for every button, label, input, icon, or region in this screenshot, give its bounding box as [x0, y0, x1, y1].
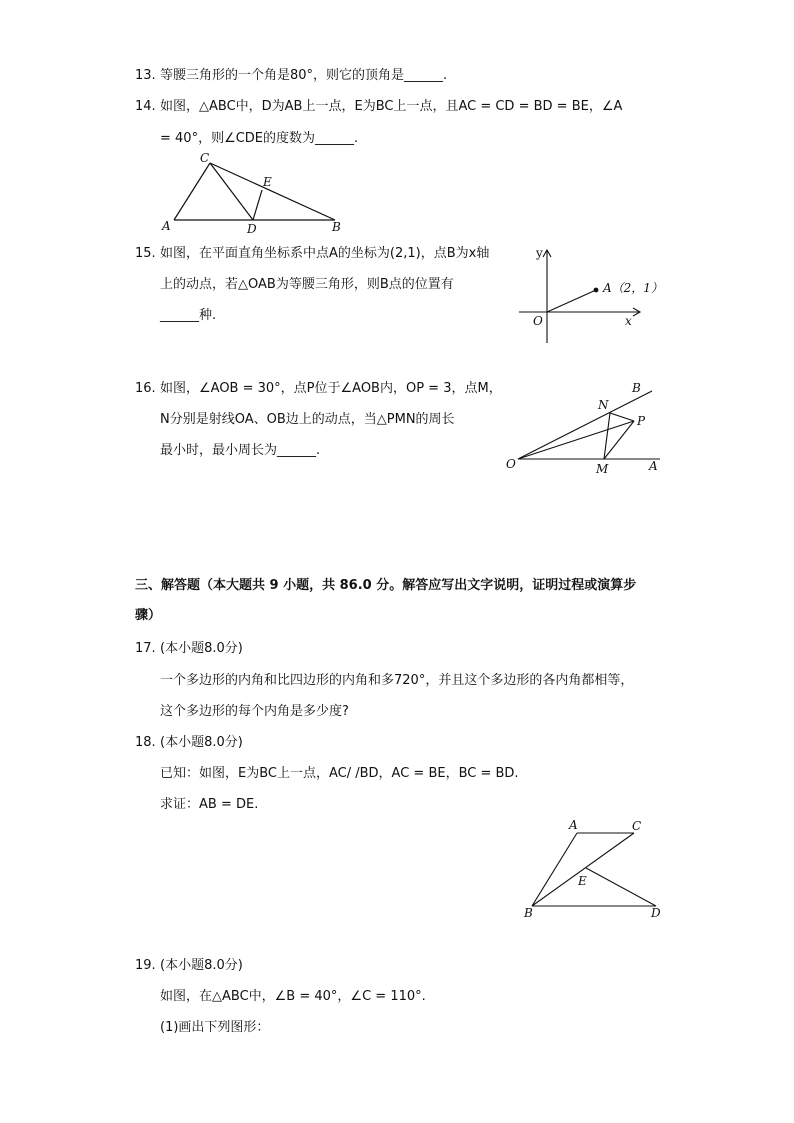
question-15-line2: 上的动点，若△OAB为等腰三角形，则B点的位置有	[160, 277, 454, 292]
section-heading: 三、解答题（本大题共 9 小题，共 86.0 分。解答应写出文字说明，证明过程或演算步	[135, 578, 637, 593]
label-o: O	[506, 457, 516, 471]
label-n: N	[598, 398, 609, 412]
label-e: E	[263, 175, 272, 189]
question-score: (本小题8.0分)	[160, 735, 243, 750]
question-number: 18.	[135, 735, 156, 750]
label-a: A	[569, 818, 578, 832]
question-number: 14.	[135, 99, 156, 114]
question-16-line2: N分别是射线OA、OB边上的动点，当△PMN的周长	[160, 412, 455, 427]
axis-y-label: y	[536, 246, 543, 260]
label-m: M	[596, 462, 609, 476]
question-14-line2: = 40°，则∠CDE的度数为______.	[160, 131, 359, 146]
label-c: C	[632, 819, 642, 833]
label-b: B	[632, 381, 641, 395]
label-e: E	[578, 874, 587, 888]
question-18-line1: 已知：如图，E为BC上一点，AC/ /BD，AC = BE，BC = BD.	[160, 766, 519, 781]
label-b: B	[332, 220, 341, 234]
label-c: C	[200, 151, 210, 165]
question-19-line2: (1)画出下列图形：	[160, 1020, 270, 1035]
question-13-text: 等腰三角形的一个角是80°，则它的顶角是______.	[160, 68, 448, 83]
label-a: A	[162, 219, 171, 233]
label-d: D	[651, 906, 661, 920]
question-16-line1: 如图，∠AOB = 30°，点P位于∠AOB内，OP = 3，点M，	[160, 381, 502, 396]
label-a: A	[649, 459, 658, 473]
axis-x-label: x	[625, 314, 632, 328]
point-a-label: A（2，1）	[603, 281, 663, 295]
question-17-line1: 一个多边形的内角和比四边形的内角和多720°，并且这个多边形的各内角都相等，	[160, 673, 634, 688]
question-17-line2: 这个多边形的每个内角是多少度?	[160, 704, 349, 719]
question-number: 13.	[135, 68, 156, 83]
question-19-line1: 如图，在△ABC中，∠B = 40°，∠C = 110°.	[160, 989, 426, 1004]
question-number: 16.	[135, 381, 156, 396]
question-number: 17.	[135, 641, 156, 656]
label-p: P	[637, 414, 646, 428]
question-score: (本小题8.0分)	[160, 641, 243, 656]
question-15-line1: 如图，在平面直角坐标系中点A的坐标为(2,1)，点B为x轴	[160, 246, 490, 261]
question-15-line3: ______种.	[160, 308, 217, 323]
question-16-line3: 最小时，最小周长为______.	[160, 443, 321, 458]
origin-label: O	[533, 314, 543, 328]
section-heading-cont: 骤）	[135, 608, 162, 623]
label-b: B	[524, 906, 533, 920]
question-number: 19.	[135, 958, 156, 973]
question-18-line2: 求证：AB = DE.	[160, 797, 259, 812]
label-d: D	[247, 222, 257, 236]
question-number: 15.	[135, 246, 156, 261]
question-score: (本小题8.0分)	[160, 958, 243, 973]
question-14-line1: 如图，△ABC中，D为AB上一点，E为BC上一点，且AC = CD = BD = BE，∠A	[160, 99, 623, 114]
